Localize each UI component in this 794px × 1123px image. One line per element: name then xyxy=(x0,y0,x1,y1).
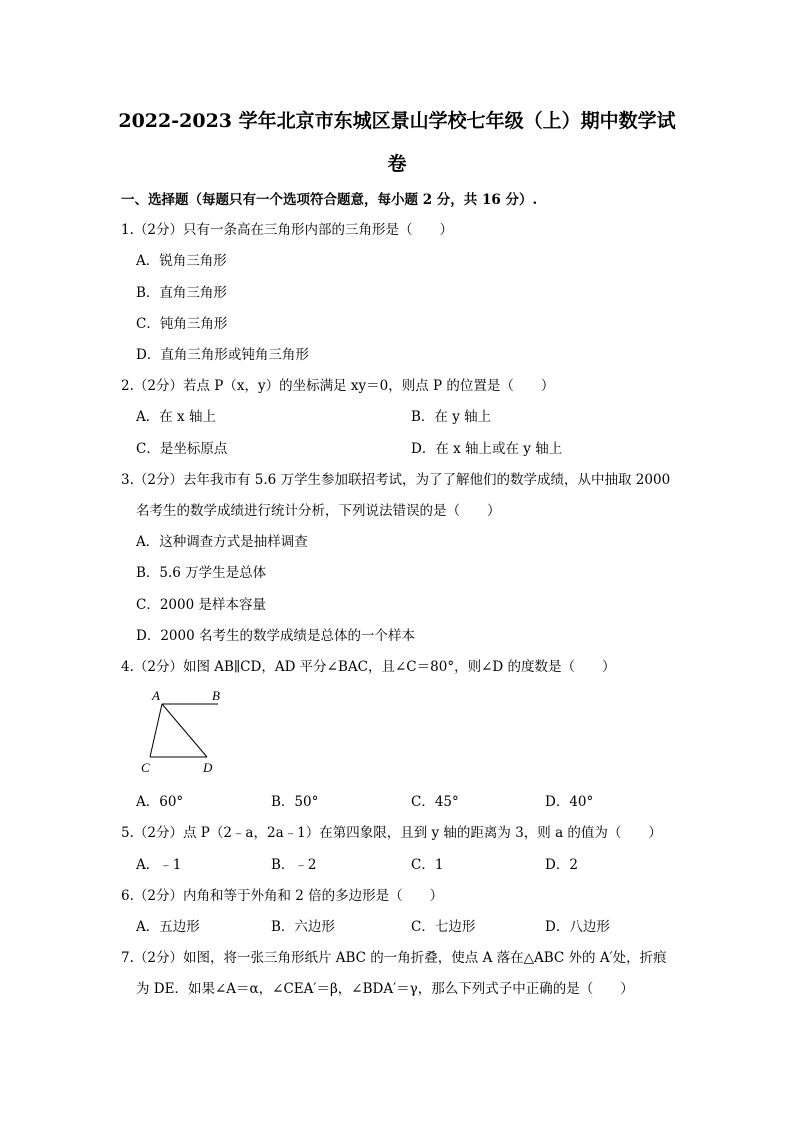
title-line-1: 2022-2023 学年北京市东城区景山学校七年级（上）期中数学试 xyxy=(118,110,676,132)
label-a: A xyxy=(152,688,160,703)
option-a: A．这种调查方式是抽样调查 xyxy=(136,534,308,550)
question-text: 1.（2分）只有一条高在三角形内部的三角形是（ ） xyxy=(121,222,453,238)
option-c: C．2000 是样本容量 xyxy=(136,597,266,613)
question-text: 4.（2分）如图 AB∥CD，AD 平分∠BAC，且∠C＝80°，则∠D 的度数是（ ） xyxy=(121,659,616,675)
label-c: C xyxy=(141,760,150,775)
option-c: C．45° xyxy=(411,794,459,810)
option-d: D．2000 名考生的数学成绩是总体的一个样本 xyxy=(136,628,415,644)
option-b: B．在 y 轴上 xyxy=(411,409,492,425)
question-text: 6.（2分）内角和等于外角和 2 倍的多边形是（ ） xyxy=(121,888,444,904)
option-a: A．60° xyxy=(136,794,184,810)
option-b: B．5.6 万学生是总体 xyxy=(136,565,267,581)
option-c: C．是坐标原点 xyxy=(136,441,228,457)
option-a: A．在 x 轴上 xyxy=(136,409,216,425)
label-d: D xyxy=(203,760,213,775)
question-text-line-1: 3.（2分）去年我市有 5.6 万学生参加联招考试，为了了解他们的数学成绩，从中抽取 2000 xyxy=(121,472,671,488)
segment-ac xyxy=(150,704,162,757)
option-d: D．40° xyxy=(545,794,594,810)
option-b: B．六边形 xyxy=(271,919,335,935)
label-b: B xyxy=(212,688,220,703)
option-a: A．五边形 xyxy=(136,919,200,935)
question-text-line-1: 7.（2分）如图，将一张三角形纸片 ABC 的一角折叠，使点 A 落在△ABC 外的 A′处，折痕 xyxy=(121,950,667,966)
question-text-line-2: 名考生的数学成绩进行统计分析，下列说法错误的是（ ） xyxy=(136,503,501,519)
option-b: B．﹣2 xyxy=(271,857,317,873)
option-c: C．钝角三角形 xyxy=(136,316,228,332)
question-text: 2.（2分）若点 P（x，y）的坐标满足 xy＝0，则点 P 的位置是（ ） xyxy=(121,378,555,394)
parallel-lines-figure xyxy=(135,684,235,776)
question-text-line-2: 为 DE．如果∠A＝α，∠CEA′＝β，∠BDA′＝γ，那么下列式子中正确的是（ ） xyxy=(136,981,634,997)
segment-ad xyxy=(162,704,207,757)
question-text: 5.（2分）点 P（2﹣a，2a﹣1）在第四象限，且到 y 轴的距离为 3，则 a 的值为（ ） xyxy=(121,825,662,841)
option-d: D．直角三角形或钝角三角形 xyxy=(136,347,309,363)
option-d: D．2 xyxy=(545,857,578,873)
option-d: D．在 x 轴上或在 y 轴上 xyxy=(411,441,563,457)
option-a: A．锐角三角形 xyxy=(136,253,227,269)
section-heading: 一、选择题（每题只有一个选项符合题意，每小题 2 分，共 16 分）. xyxy=(121,192,538,208)
title-line-2: 卷 xyxy=(387,153,407,175)
option-b: B．直角三角形 xyxy=(136,285,227,301)
option-c: C．七边形 xyxy=(411,919,476,935)
option-a: A．﹣1 xyxy=(136,857,182,873)
option-d: D．八边形 xyxy=(545,919,610,935)
option-b: B．50° xyxy=(271,794,319,810)
option-c: C．1 xyxy=(411,857,444,873)
